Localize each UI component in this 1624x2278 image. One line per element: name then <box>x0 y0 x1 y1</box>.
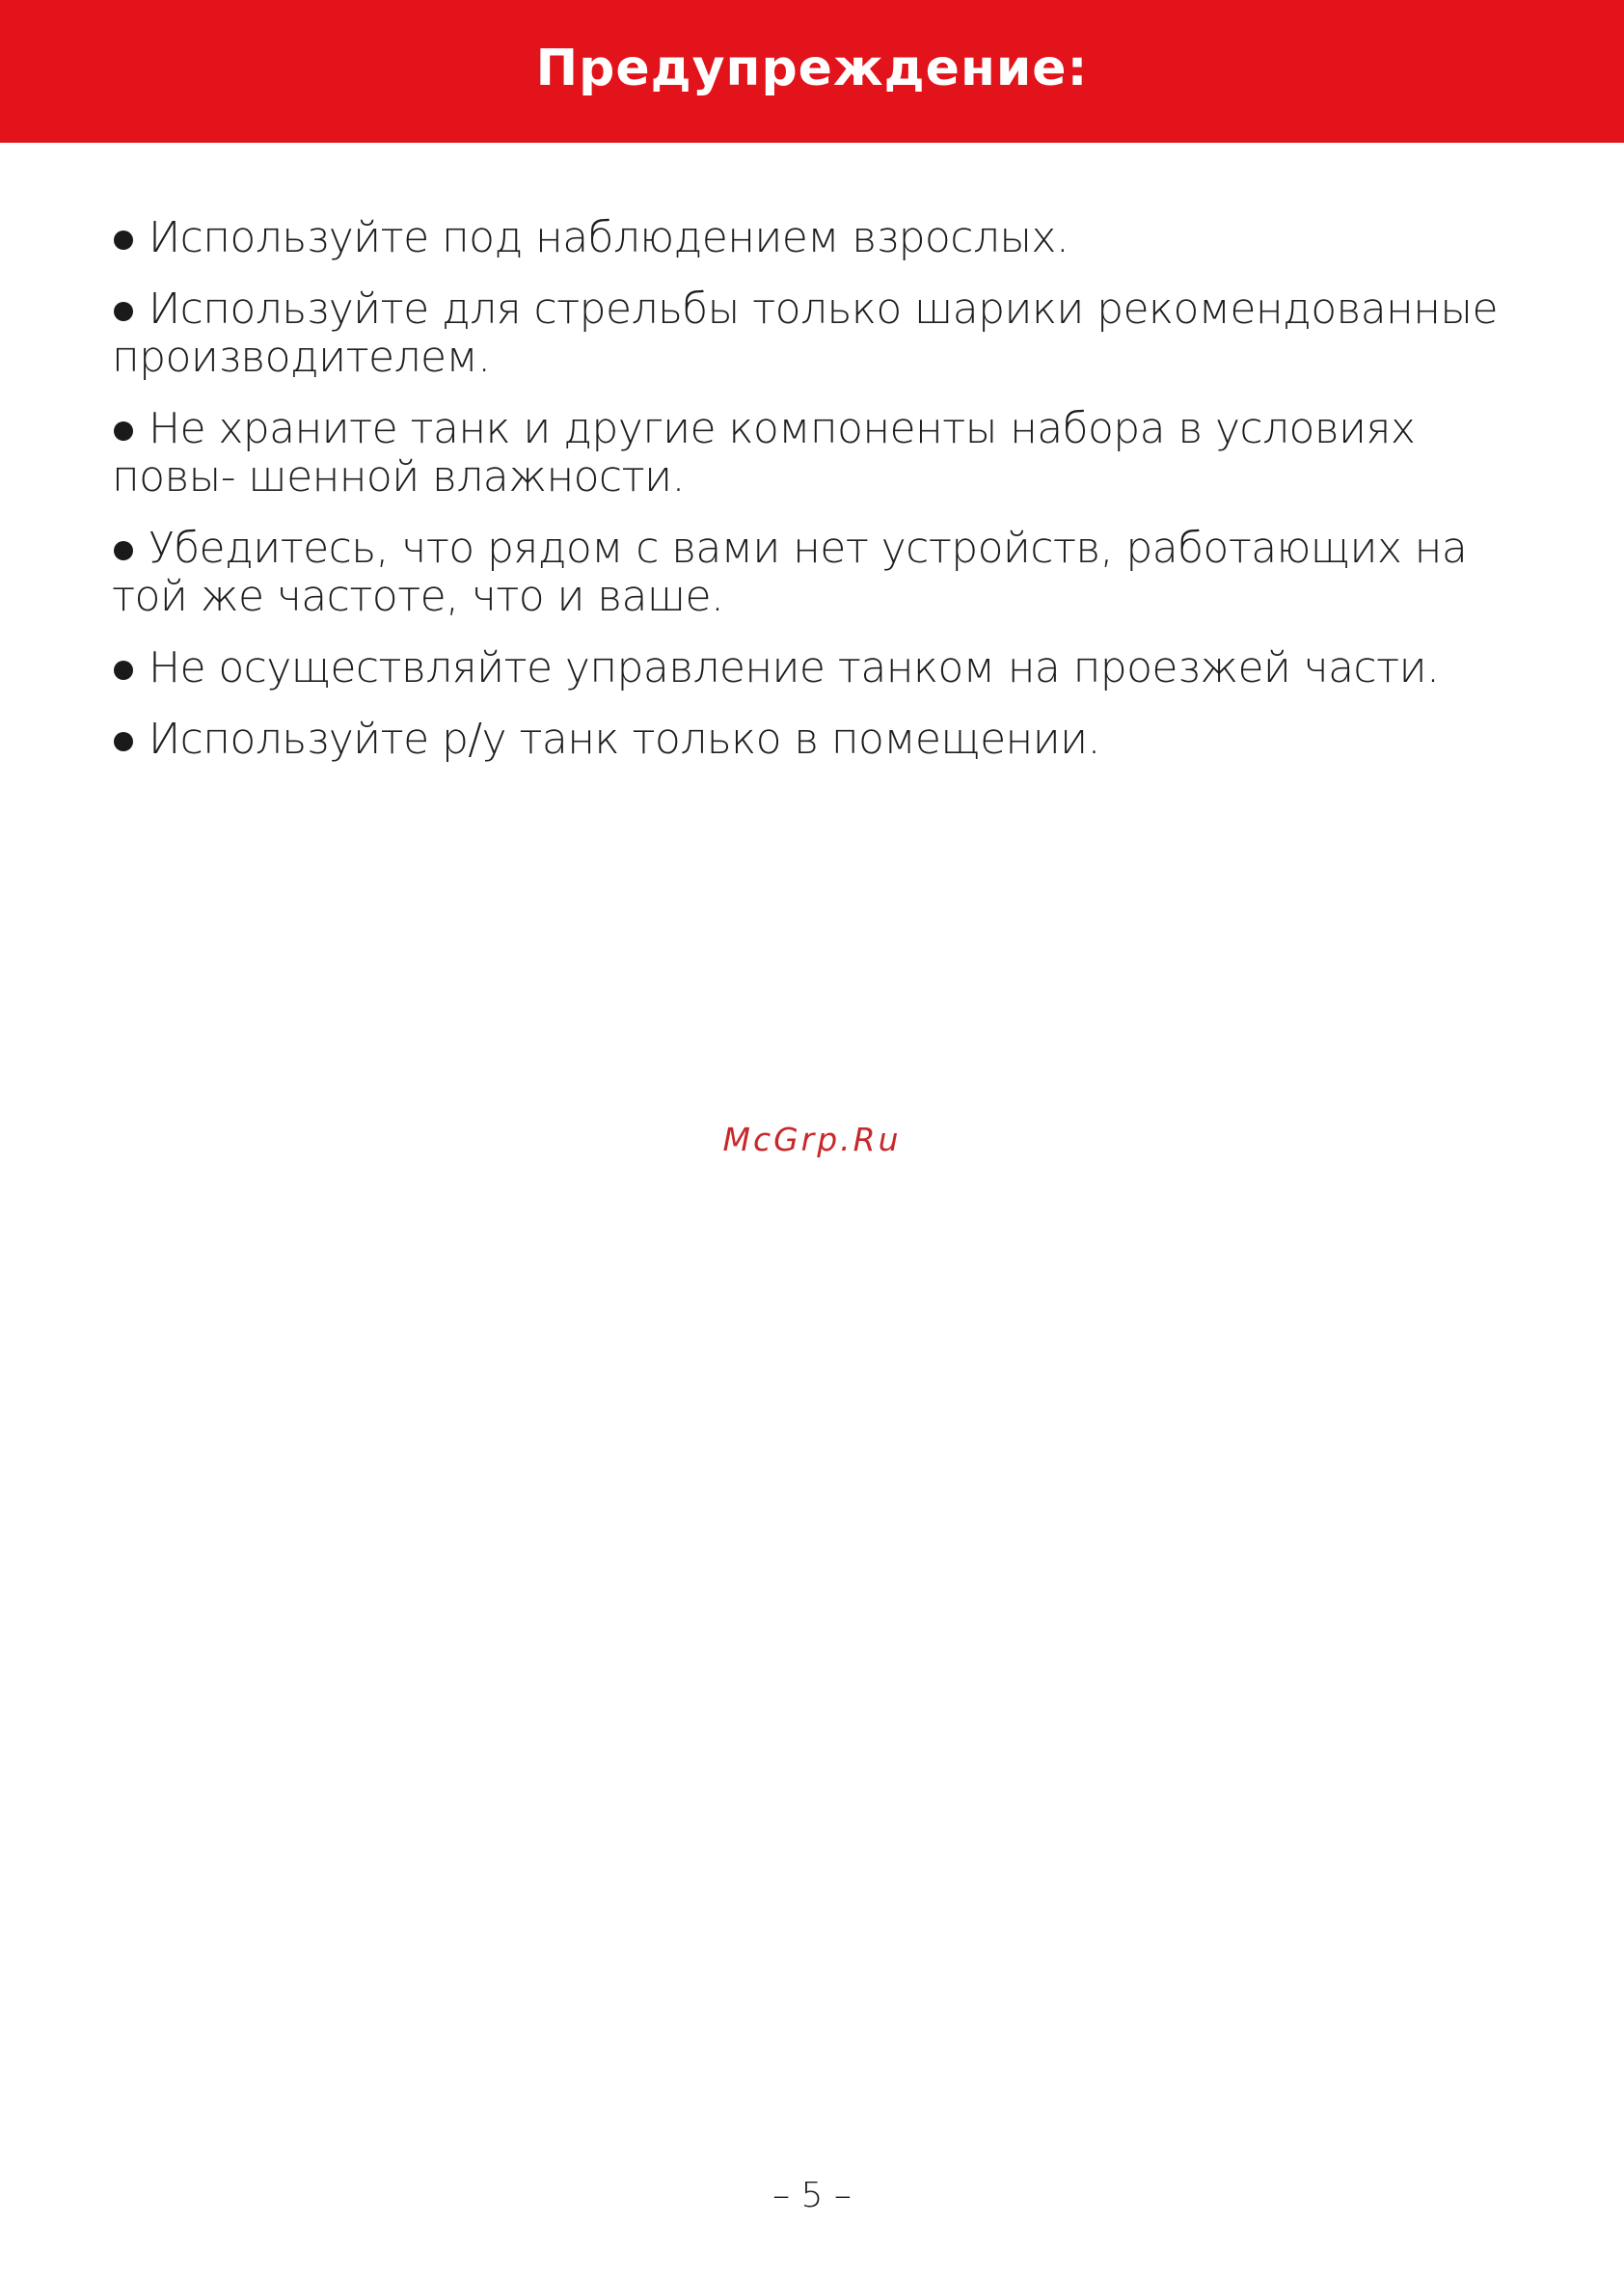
warning-text: Используйте р/у танк только в помещении. <box>149 715 1100 764</box>
bullet-icon <box>114 231 133 250</box>
warning-item <box>112 716 1510 764</box>
warning-text: Не храните танк и другие компоненты набора в условиях повы- шенной влажности. <box>112 404 1416 502</box>
warning-text: Используйте для стрельбы только шарики рекомендованные производителем. <box>112 285 1498 382</box>
warning-item <box>112 525 1510 621</box>
header-banner <box>0 0 1624 143</box>
warning-text: Не осуществляйте управление танком на проезжей части. <box>149 643 1440 692</box>
bullet-icon <box>114 421 133 441</box>
bullet-icon <box>114 732 133 751</box>
bullet-icon <box>114 541 133 560</box>
bullet-icon <box>114 302 133 321</box>
page-number: – 5 – <box>772 2176 852 2215</box>
page-title: Предупреждение: <box>535 40 1089 97</box>
watermark-link[interactable]: McGrp.Ru <box>722 1121 902 1158</box>
warning-item <box>112 214 1510 262</box>
warning-item <box>112 285 1510 382</box>
warning-text: Используйте под наблюдением взрослых. <box>149 213 1069 262</box>
warning-text: Убедитесь, что рядом с вами нет устройств, работающих на той же частоте, что и ваше. <box>112 524 1468 621</box>
warning-item <box>112 405 1510 502</box>
bullet-icon <box>114 661 133 680</box>
warning-list <box>112 214 1510 787</box>
warning-item <box>112 644 1510 692</box>
